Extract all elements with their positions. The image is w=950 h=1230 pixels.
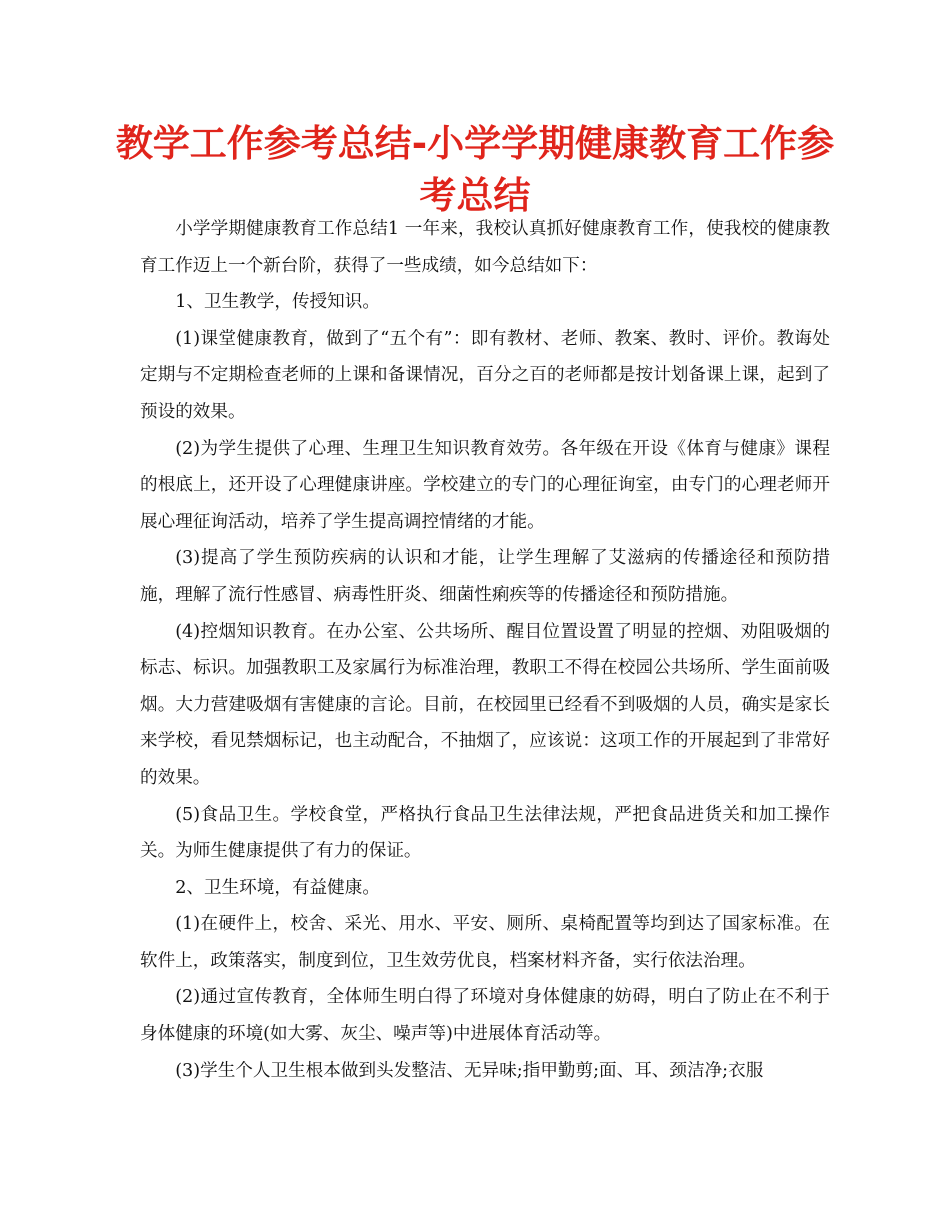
paragraph-1-5: (5)食品卫生。学校食堂，严格执行食品卫生法律法规，严把食品进货关和加工操作关。为师生健康提供了有力的保证。: [140, 804, 830, 862]
paragraph-1-3: (3)提高了学生预防疾病的认识和才能，让学生理解了艾滋病的传播途径和预防措施，理解了流行性感冒、病毒性肝炎、细菌性痢疾等的传播途径和预防措施。: [140, 548, 830, 605]
paragraph-2-3: (3)学生个人卫生根本做到头发整洁、无异味;指甲勤剪;面、耳、颈洁净;衣服: [175, 1060, 764, 1081]
paragraph-2-2: (2)通过宣传教育，全体师生明白得了环境对身体健康的妨碍，明白了防止在不利于身体健康的环境(如大雾、灰尘、噪声等)中进展体育活动等。: [140, 987, 830, 1045]
section-heading-1: 1、卫生教学，传授知识。: [175, 292, 380, 313]
paragraph-1-4: (4)控烟知识教育。在办公室、公共场所、醒目位置设置了明显的控烟、劝阻吸烟的标志、标识。加强教职工及家属行为标准治理，教职工不得在校园公共场所、学生面前吸烟。大力营建吸烟有害健康的言论。目前，在校园里已经看不到吸烟的人员，确实是家长来学校，看见禁烟标记，也主动配合，不抽烟了，应该说：这项工作的开展起到了非常好的效果。: [140, 621, 830, 788]
paragraph-2-1: (1)在硬件上，校舍、采光、用水、平安、厕所、桌椅配置等均到达了国家标准。在软件上，政策落实，制度到位，卫生效劳优良，档案材料齐备，实行依法治理。: [140, 914, 830, 971]
paragraph-intro: 小学学期健康教育工作总结1 一年来，我校认真抓好健康教育工作，使我校的健康教育工作迈上一个新台阶，获得了一些成绩，如今总结如下：: [140, 219, 830, 276]
document-title: 教学工作参考总结-小学学期健康教育工作参考总结: [115, 122, 835, 217]
paragraph-1-2: (2)为学生提供了心理、生理卫生知识教育效劳。各年级在开设《体育与健康》课程的根底上，还开设了心理健康讲座。学校建立的专门的心理征询室，由专门的心理老师开展心理征询活动，培养了学生提高调控情绪的才能。: [140, 438, 830, 532]
document-body: [140, 211, 830, 1089]
section-heading-2: 2、卫生环境，有益健康。: [175, 877, 380, 898]
paragraph-1-1: (1)课堂健康教育，做到了“五个有”：即有教材、老师、教案、教时、评价。教诲处定期与不定期检查老师的上课和备课情况，百分之百的老师都是按计划备课上课，起到了预设的效果。: [140, 328, 830, 422]
